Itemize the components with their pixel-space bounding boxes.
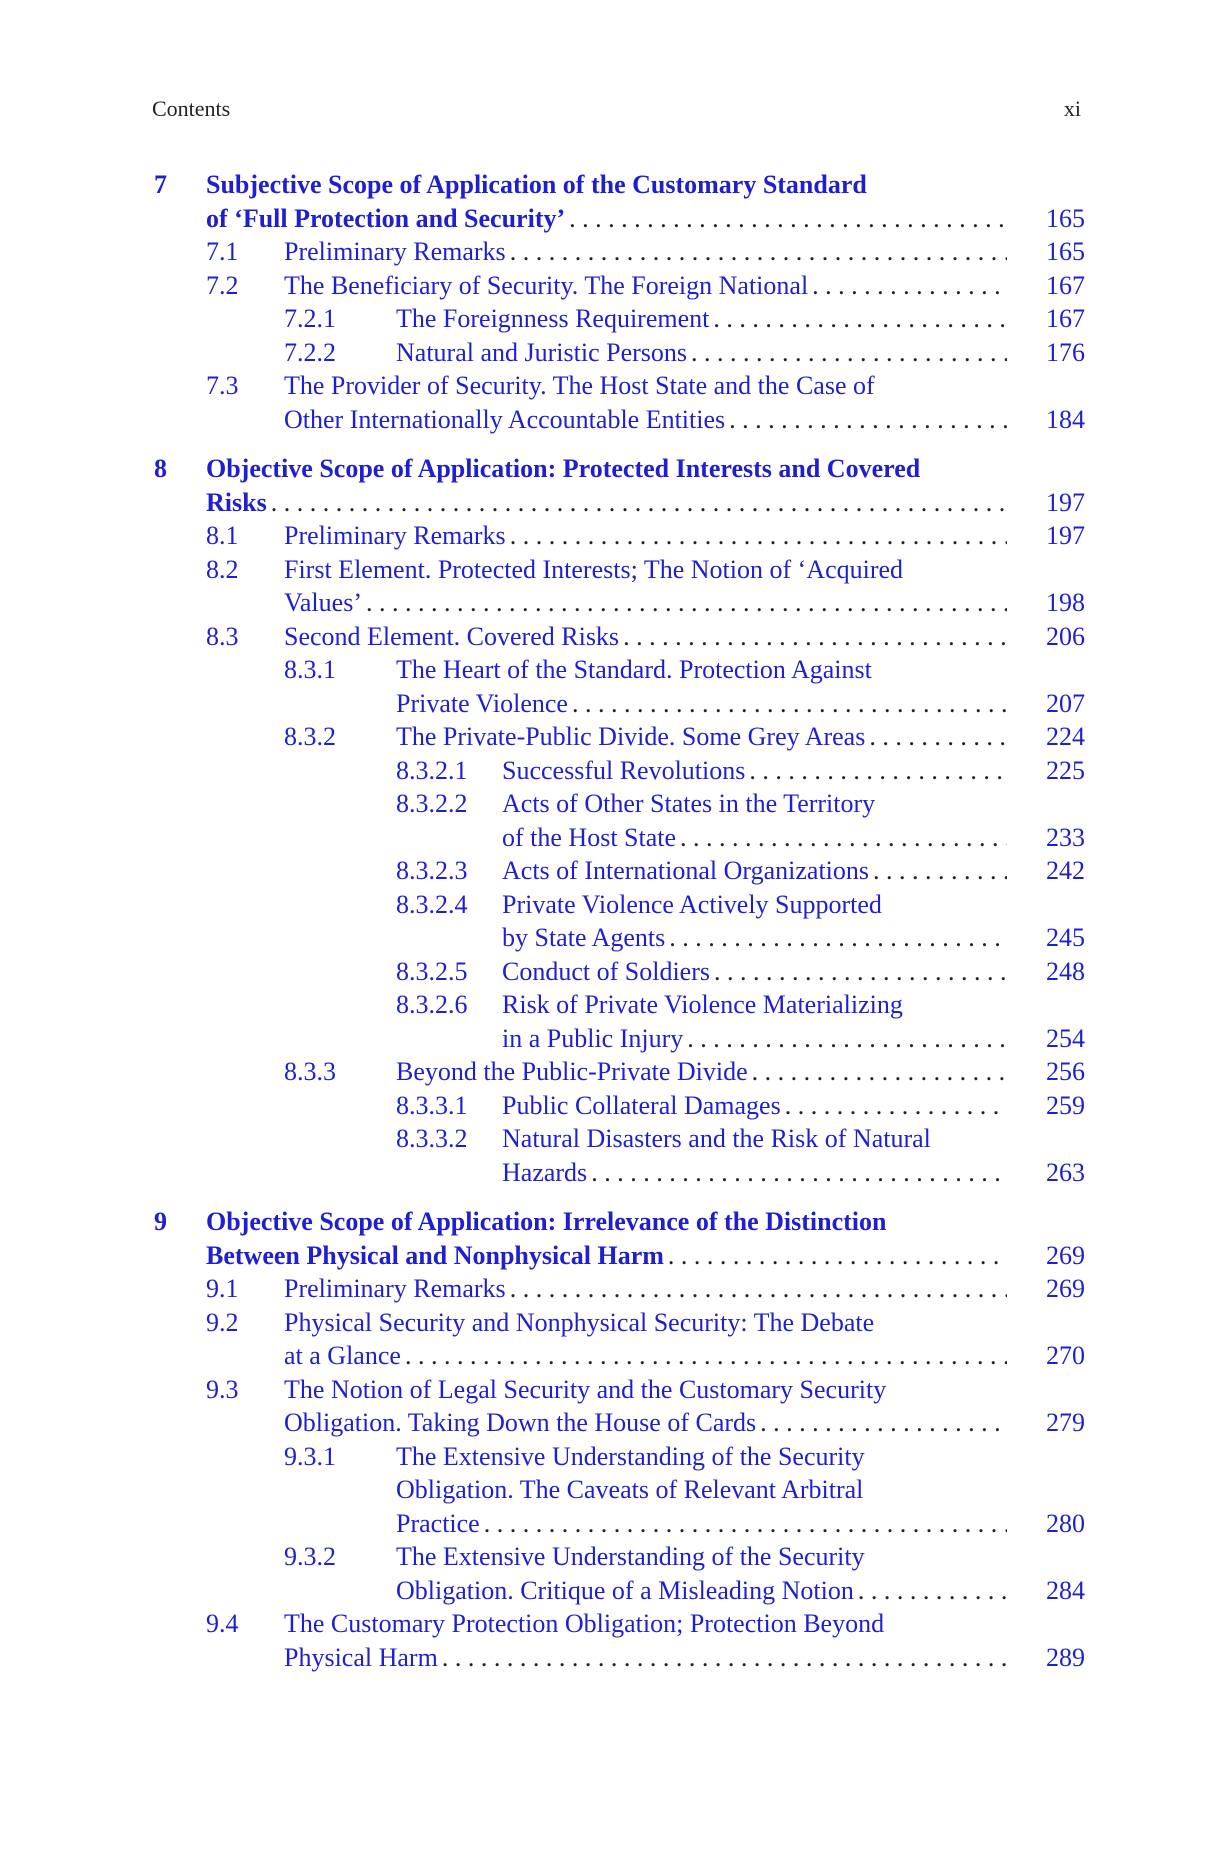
toc-entry-number: 7.2.2 bbox=[284, 337, 336, 367]
dot-leader bbox=[510, 519, 1007, 553]
toc-entry-title-line: Natural and Juristic Persons bbox=[396, 337, 688, 367]
toc-entry-title-row bbox=[284, 620, 1025, 654]
toc-entry-number: 9.1 bbox=[206, 1274, 239, 1303]
dot-leader bbox=[680, 821, 1007, 855]
toc-entry-title-line: The Notion of Legal Security and the Customary Security bbox=[284, 1374, 887, 1404]
toc-entry-title-line: Private Violence bbox=[396, 688, 568, 718]
toc-entry-title-line: The Customary Protection Obligation; Protection Beyond bbox=[284, 1609, 885, 1638]
toc-entry-number: 8.1 bbox=[206, 521, 239, 550]
toc-entry-number: 8.3.2.2 bbox=[396, 789, 468, 818]
toc-entry-title-row bbox=[284, 1339, 1025, 1373]
toc-entry-number: 8.3.3 bbox=[284, 1057, 336, 1086]
dot-leader bbox=[569, 202, 1007, 236]
toc-entry-page: 270 bbox=[1046, 1341, 1085, 1370]
toc-entry-number: 7.3 bbox=[206, 371, 239, 400]
toc-entry-title-line: The Private-Public Divide. Some Grey Areas bbox=[396, 722, 866, 751]
toc-entry-title-line: The Extensive Understanding of the Security bbox=[396, 1441, 865, 1471]
toc-entry-page: 263 bbox=[1046, 1157, 1085, 1187]
dot-leader bbox=[873, 854, 1007, 888]
toc-entry-page: 197 bbox=[1046, 487, 1085, 517]
toc-entry-title-line: Objective Scope of Application: Irrelevance of the Distinction bbox=[206, 1207, 887, 1236]
toc-entry-number: 9.4 bbox=[206, 1609, 239, 1638]
toc-entry-title-row bbox=[396, 720, 1025, 754]
toc-entry-title-line: The Foreignness Requirement bbox=[396, 304, 710, 333]
toc-entry-title-line: Physical Harm bbox=[284, 1642, 438, 1672]
running-head-title: Contents bbox=[152, 96, 231, 121]
toc-entry-page: 176 bbox=[1046, 337, 1085, 367]
toc-entry-page: 197 bbox=[1046, 521, 1085, 550]
toc-entry-page: 279 bbox=[1046, 1408, 1085, 1437]
toc-entry-page: 167 bbox=[1046, 304, 1085, 333]
toc-entry-title-line: Acts of International Organizations bbox=[502, 856, 870, 885]
toc-entry-title-line: Successful Revolutions bbox=[502, 755, 746, 785]
dot-leader bbox=[687, 1022, 1007, 1056]
toc-entry-number: 8.3.2.4 bbox=[396, 889, 468, 919]
toc-entry-title-row bbox=[502, 1156, 1025, 1190]
toc-entry-page: 259 bbox=[1046, 1090, 1085, 1120]
toc-entry-title-line: by State Agents bbox=[502, 923, 666, 952]
toc-entry-title-line: Public Collateral Damages bbox=[502, 1090, 781, 1120]
toc-entry-title-line: Objective Scope of Application: Protected Interests and Covered bbox=[206, 454, 921, 483]
dot-leader bbox=[812, 269, 1007, 303]
toc-entry-page: 289 bbox=[1046, 1642, 1085, 1672]
toc-entry-number: 9 bbox=[154, 1207, 167, 1236]
toc-entry-number: 8.3.1 bbox=[284, 655, 336, 684]
toc-entry-title-row bbox=[502, 1022, 1025, 1056]
toc-entry-title-line: Preliminary Remarks bbox=[284, 521, 506, 550]
toc-entry-number: 7 bbox=[154, 170, 167, 199]
dot-leader bbox=[713, 302, 1007, 336]
toc-entry-title-line: Natural Disasters and the Risk of Natural bbox=[502, 1124, 931, 1153]
toc-entry-title-line: The Extensive Understanding of the Security bbox=[396, 1542, 865, 1571]
dot-leader bbox=[623, 620, 1007, 654]
dot-leader bbox=[510, 1272, 1007, 1306]
toc-entry-title-row bbox=[206, 202, 1025, 236]
dot-leader bbox=[572, 687, 1007, 721]
toc-entry-title-line: Physical Security and Nonphysical Security: The Debate bbox=[284, 1307, 875, 1337]
toc-entry-title-line: Beyond the Public-Private Divide bbox=[396, 1057, 748, 1086]
toc-entry-title-row bbox=[284, 519, 1025, 553]
dot-leader bbox=[869, 720, 1007, 754]
toc-entry-title-line: Obligation. Taking Down the House of Cards bbox=[284, 1408, 757, 1437]
toc-entry-number: 7.1 bbox=[206, 237, 239, 266]
toc-entry-title-line: Risk of Private Violence Materializing bbox=[502, 990, 903, 1019]
toc-entry-title-line: Acts of Other States in the Territory bbox=[502, 789, 876, 818]
dot-leader bbox=[714, 955, 1007, 989]
toc-entry-title-row bbox=[284, 1641, 1025, 1675]
toc-entry-number: 8.3.2.6 bbox=[396, 990, 468, 1019]
dot-leader bbox=[785, 1089, 1007, 1123]
dot-leader bbox=[668, 1239, 1007, 1273]
toc-entry-title-line: at a Glance bbox=[284, 1341, 401, 1370]
toc-entry-title-row bbox=[502, 1089, 1025, 1123]
dot-leader bbox=[484, 1507, 1007, 1541]
toc-entry-title-line: The Beneficiary of Security. The Foreign National bbox=[284, 270, 809, 300]
toc-entry-title-row bbox=[206, 1239, 1025, 1273]
toc-entry-number: 8.3.2 bbox=[284, 722, 336, 751]
toc-entry-title-line: in a Public Injury bbox=[502, 1023, 684, 1053]
toc-entry-title-line: Practice bbox=[396, 1508, 480, 1538]
dot-leader bbox=[405, 1339, 1007, 1373]
toc-entry-number: 9.3 bbox=[206, 1374, 239, 1404]
toc-entry-page: 269 bbox=[1046, 1274, 1085, 1303]
toc-entry-title-line: Hazards bbox=[502, 1157, 588, 1187]
toc-entry-title-line: Conduct of Soldiers bbox=[502, 956, 710, 986]
toc-entry-page: 165 bbox=[1046, 203, 1085, 233]
toc-entry-number: 7.2.1 bbox=[284, 304, 336, 333]
toc-entry-number: 8.3.2.5 bbox=[396, 956, 468, 986]
toc-entry-title-row bbox=[502, 821, 1025, 855]
toc-entry-page: 207 bbox=[1046, 688, 1085, 718]
toc-entry-title-line: The Provider of Security. The Host State and the Case of bbox=[284, 371, 875, 400]
toc-entry-title-line: Obligation. Critique of a Misleading Notion bbox=[396, 1575, 854, 1605]
toc-entry-title-row bbox=[396, 1507, 1025, 1541]
toc-entry-title-row bbox=[284, 235, 1025, 269]
toc-entry-number: 7.2 bbox=[206, 270, 239, 300]
toc-entry-title-row bbox=[502, 955, 1025, 989]
toc-entry-title-row bbox=[396, 1574, 1025, 1608]
dot-leader bbox=[749, 754, 1007, 788]
dot-leader bbox=[442, 1641, 1007, 1675]
toc-entry-page: 256 bbox=[1046, 1057, 1085, 1086]
page-number-roman: xi bbox=[1063, 96, 1081, 121]
toc-entry-page: 284 bbox=[1046, 1575, 1085, 1605]
toc-entry-title-line: First Element. Protected Interests; The Notion of ‘Acquired bbox=[284, 554, 904, 584]
toc-entry-page: 165 bbox=[1046, 237, 1085, 266]
dot-leader bbox=[271, 486, 1007, 520]
toc-entry-page: 224 bbox=[1046, 722, 1085, 751]
toc-entry-page: 198 bbox=[1046, 588, 1085, 617]
toc-entry-title-line: Private Violence Actively Supported bbox=[502, 889, 882, 919]
toc-entry-number: 8.3.2.1 bbox=[396, 755, 468, 785]
dot-leader bbox=[591, 1156, 1007, 1190]
dot-leader bbox=[760, 1406, 1007, 1440]
toc-entry-title-row bbox=[396, 1055, 1025, 1089]
toc-entry-page: 248 bbox=[1046, 956, 1085, 986]
toc-entry-title-row bbox=[206, 486, 1025, 520]
toc-entry-page: 245 bbox=[1046, 923, 1085, 952]
dot-leader bbox=[366, 586, 1007, 620]
toc-entry-number: 8.2 bbox=[206, 554, 239, 584]
toc-entry-title-line: Preliminary Remarks bbox=[284, 237, 506, 266]
toc-entry-title-row bbox=[396, 302, 1025, 336]
toc-entry-title-row bbox=[284, 1406, 1025, 1440]
toc-entry-number: 8.3.3.1 bbox=[396, 1090, 468, 1120]
toc-entry-number: 8.3 bbox=[206, 621, 239, 651]
toc-entry-page: 242 bbox=[1046, 856, 1085, 885]
dot-leader bbox=[669, 921, 1007, 955]
toc-entry-title-line: of ‘Full Protection and Security’ bbox=[206, 203, 566, 233]
toc-entry-number: 8.3.3.2 bbox=[396, 1124, 468, 1153]
toc-entry-title-line: Risks bbox=[206, 487, 267, 517]
toc-entry-title-line: Other Internationally Accountable Entities bbox=[284, 404, 726, 434]
toc-entry-title-row bbox=[396, 336, 1025, 370]
toc-entry-title-row bbox=[284, 269, 1025, 303]
toc-entry-title-line: Obligation. The Caveats of Relevant Arbitral bbox=[396, 1475, 864, 1504]
toc-entry-title-row bbox=[502, 854, 1025, 888]
dot-leader bbox=[510, 235, 1007, 269]
toc-entry-title-line: Between Physical and Nonphysical Harm bbox=[206, 1240, 664, 1270]
toc-entry-number: 8.3.2.3 bbox=[396, 856, 468, 885]
toc-entry-title-row bbox=[284, 586, 1025, 620]
dot-leader bbox=[729, 403, 1007, 437]
dot-leader bbox=[752, 1055, 1007, 1089]
toc-entry-page: 233 bbox=[1046, 822, 1085, 852]
dot-leader bbox=[691, 336, 1007, 370]
toc-entry-page: 225 bbox=[1046, 755, 1085, 785]
toc-entry-title-line: Values’ bbox=[284, 588, 362, 617]
toc-entry-number: 8 bbox=[154, 454, 167, 483]
toc-entry-title-row bbox=[502, 921, 1025, 955]
toc-entry-page: 280 bbox=[1046, 1508, 1085, 1538]
toc-entry-title-line: of the Host State bbox=[502, 822, 677, 852]
toc-entry-page: 167 bbox=[1046, 270, 1085, 300]
toc-entry-title-line: Second Element. Covered Risks bbox=[284, 621, 620, 651]
toc-entry-page: 269 bbox=[1046, 1240, 1085, 1270]
toc-entry-page: 254 bbox=[1046, 1023, 1085, 1053]
toc-entry-title-line: Subjective Scope of Application of the Customary Standard bbox=[206, 170, 867, 199]
toc-entry-number: 9.3.1 bbox=[284, 1441, 336, 1471]
toc-entry-title-line: Preliminary Remarks bbox=[284, 1274, 506, 1303]
toc-entry-title-line: The Heart of the Standard. Protection Against bbox=[396, 655, 872, 684]
toc-entry-title-row bbox=[502, 754, 1025, 788]
toc-entry-page: 206 bbox=[1046, 621, 1085, 651]
toc-entry-number: 9.3.2 bbox=[284, 1542, 336, 1571]
dot-leader bbox=[858, 1574, 1007, 1608]
toc-entry-title-row bbox=[396, 687, 1025, 721]
toc-entry-page: 184 bbox=[1046, 404, 1085, 434]
toc-entry-number: 9.2 bbox=[206, 1307, 239, 1337]
toc-entry-title-row bbox=[284, 403, 1025, 437]
toc-entry-title-row bbox=[284, 1272, 1025, 1306]
